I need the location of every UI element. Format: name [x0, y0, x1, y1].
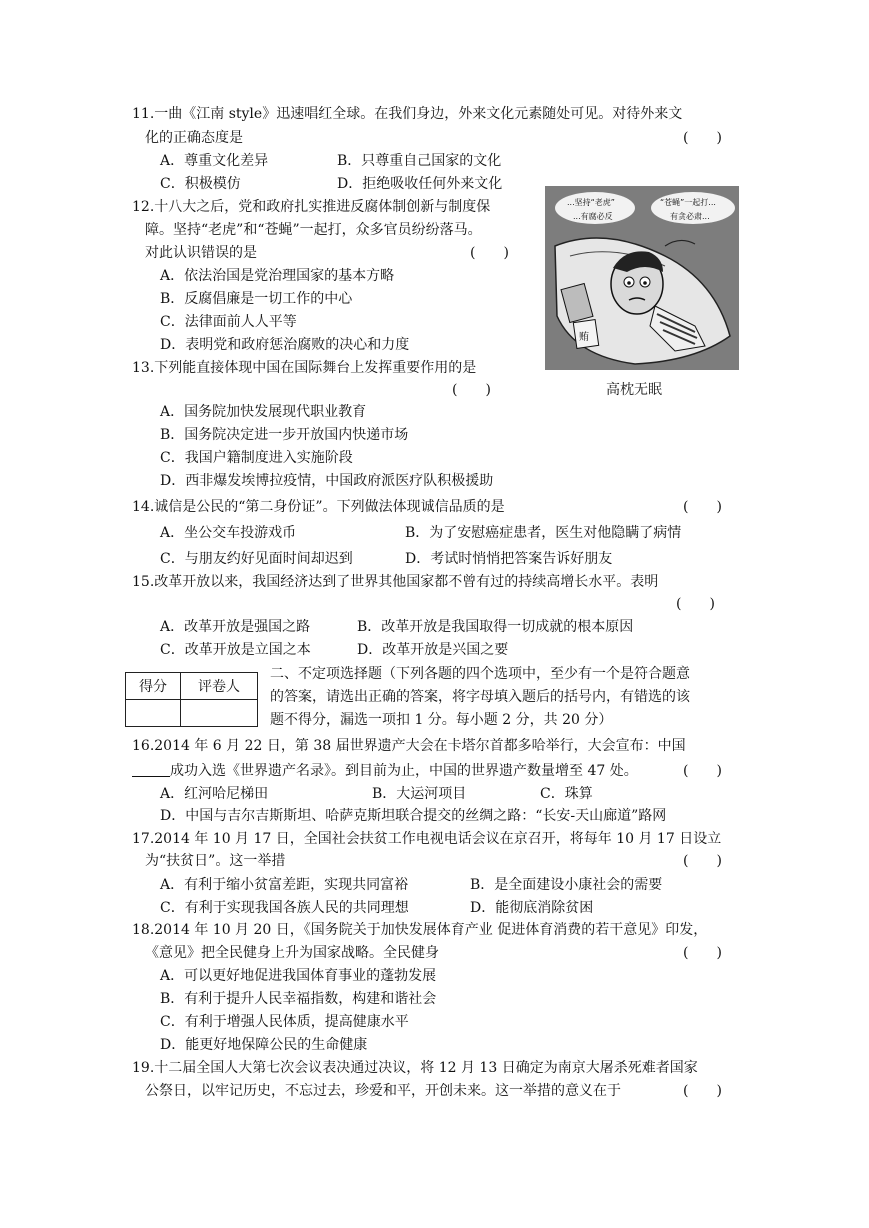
q14-option-b: B．为了安慰癌症患者，医生对他隐瞒了病情	[405, 525, 682, 541]
q15-answer-paren: ( )	[676, 596, 715, 612]
q13-option-b: B．国务院决定进一步开放国内快递市场	[160, 427, 409, 443]
q15-option-d: D．改革开放是兴国之要	[357, 642, 509, 658]
q11-stem-line1: 11.一曲《江南 style》迅速唱红全球。在我们身边，外来文化元素随处可见。对待外来文	[132, 106, 683, 122]
q19-stem-line1: 19.十二届全国人大第七次会议表决通过决议，将 12 月 13 日确定为南京大屠杀死难者国家	[132, 1060, 698, 1076]
q11-stem-line2: 化的正确态度是	[145, 130, 243, 146]
q17-stem-line1: 17.2014 年 10 月 17 日，全国社会扶贫工作电视电话会议在京召开，将每年 10 月 17 日设立	[132, 831, 722, 847]
q18-option-d: D．能更好地保障公民的生命健康	[160, 1037, 368, 1053]
bubble-right-text-2: 有贪必肃...	[670, 212, 710, 221]
q12-option-a: A．依法治国是党治理国家的基本方略	[160, 268, 395, 284]
q12-stem-line1: 12.十八大之后，党和政府扎实推进反腐体制创新与制度保	[132, 199, 491, 215]
q18-option-a: A．可以更好地促进我国体育事业的蓬勃发展	[160, 968, 437, 984]
q11-option-b: B．只尊重自己国家的文化	[337, 153, 502, 169]
q11-option-c: C．积极模仿	[160, 176, 241, 192]
q14-answer-paren: ( )	[683, 499, 722, 515]
q15-option-a: A．改革开放是强国之路	[160, 619, 311, 635]
q17-answer-paren: ( )	[683, 853, 722, 869]
q15-option-c: C．改革开放是立国之本	[160, 642, 311, 658]
q18-answer-paren: ( )	[683, 945, 722, 961]
book-label: 贿	[579, 332, 589, 343]
q13-option-a: A．国务院加快发展现代职业教育	[160, 404, 367, 420]
q16-answer-paren: ( )	[683, 763, 722, 779]
q19-stem-line2: 公祭日，以牢记历史，不忘过去，珍爱和平，开创未来。这一举措的意义在于	[145, 1083, 621, 1099]
q18-option-b: B．有利于提升人民幸福指数，构建和谐社会	[160, 991, 437, 1007]
q15-stem-line1: 15.改革开放以来，我国经济达到了世界其他国家都不曾有过的持续高增长水平。表明	[132, 574, 659, 590]
q13-option-c: C．我国户籍制度进入实施阶段	[160, 450, 353, 466]
bubble-left-text-2: ...有腐必反	[573, 212, 613, 221]
q17-stem-line2: 为“扶贫日”。这一举措	[145, 853, 286, 869]
grader-cell[interactable]	[181, 700, 258, 727]
cartoon-drawing	[545, 186, 739, 370]
q19-answer-paren: ( )	[683, 1083, 722, 1099]
q17-option-d: D．能彻底消除贫困	[470, 900, 594, 916]
q11-option-a: A．尊重文化差异	[160, 153, 269, 169]
q12-option-b: B．反腐倡廉是一切工作的中心	[160, 291, 353, 307]
grader-header: 评卷人	[181, 673, 258, 700]
section2-heading-line1: 二、不定项选择题（下列各题的四个选项中，至少有一个是符合题意	[270, 666, 690, 682]
cartoon-caption: 高枕无眠	[606, 382, 662, 398]
q12-stem-line2: 障。坚持“老虎”和“苍蝇”一起打，众多官员纷纷落马。	[145, 222, 482, 238]
q18-option-c: C．有利于增强人民体质，提高健康水平	[160, 1014, 409, 1030]
q12-option-c: C．法律面前人人平等	[160, 314, 297, 330]
score-cell[interactable]	[126, 700, 181, 727]
q14-stem-line1: 14.诚信是公民的“第二身份证”。下列做法体现诚信品质的是	[132, 499, 505, 515]
bubble-left-text-1: ...坚持“老虎”	[567, 198, 615, 207]
bubble-right-text-1: “苍蝇”一起打...	[660, 198, 716, 207]
q14-option-a: A．坐公交车投游戏币	[160, 525, 297, 541]
q16-stem-line2	[132, 761, 638, 781]
q14-option-c: C．与朋友约好见面时间却迟到	[160, 551, 353, 567]
q13-answer-paren: ( )	[452, 382, 491, 398]
q13-option-d: D．西非爆发埃博拉疫情，中国政府派医疗队积极援助	[160, 473, 494, 489]
q16-option-b: B．大运河项目	[372, 786, 467, 802]
q17-option-b: B．是全面建设小康社会的需要	[470, 877, 663, 893]
q16-option-d: D．中国与吉尔吉斯斯坦、哈萨克斯坦联合提交的丝绸之路：“长安-天山廊道”路网	[160, 808, 667, 824]
q16-stem-line1: 16.2014 年 6 月 22 日，第 38 届世界遗产大会在卡塔尔首都多哈举行，大会宣布：中国	[132, 738, 686, 754]
q12-stem-line3: 对此认识错误的是	[145, 245, 257, 261]
cartoon-image	[545, 186, 739, 370]
score-table	[125, 672, 258, 727]
q16-fill-blank[interactable]	[132, 762, 170, 777]
q17-option-a: A．有利于缩小贫富差距，实现共同富裕	[160, 877, 409, 893]
q11-answer-paren: ( )	[683, 130, 722, 146]
q12-answer-paren: ( )	[470, 245, 509, 261]
score-header: 得分	[126, 673, 181, 700]
q18-stem-line1: 18.2014 年 10 月 20 日，《国务院关于加快发展体育产业 促进体育消费的若干意见》印发，	[132, 922, 708, 938]
q13-stem-line1: 13.下列能直接体现中国在国际舞台上发挥重要作用的是	[132, 360, 477, 376]
q16-option-c: C．珠算	[540, 786, 593, 802]
section2-heading-line2: 的答案，请选出正确的答案，将字母填入题后的括号内，有错选的该	[270, 689, 690, 705]
q16-option-a: A．红河哈尼梯田	[160, 786, 269, 802]
q11-option-d: D．拒绝吸收任何外来文化	[337, 176, 503, 192]
section2-heading-line3: 题不得分，漏选一项扣 1 分。每小题 2 分，共 20 分）	[270, 712, 613, 728]
q15-option-b: B．改革开放是我国取得一切成就的根本原因	[357, 619, 634, 635]
q16-stem-line2-text: 成功入选《世界遗产名录》。到目前为止，中国的世界遗产数量增至 47 处。	[170, 763, 638, 779]
q12-option-d: D．表明党和政府惩治腐败的决心和力度	[160, 337, 410, 353]
q17-option-c: C．有利于实现我国各族人民的共同理想	[160, 900, 409, 916]
q18-stem-line2: 《意见》把全民健身上升为国家战略。全民健身	[145, 945, 439, 961]
q14-option-d: D．考试时悄悄把答案告诉好朋友	[405, 551, 613, 567]
